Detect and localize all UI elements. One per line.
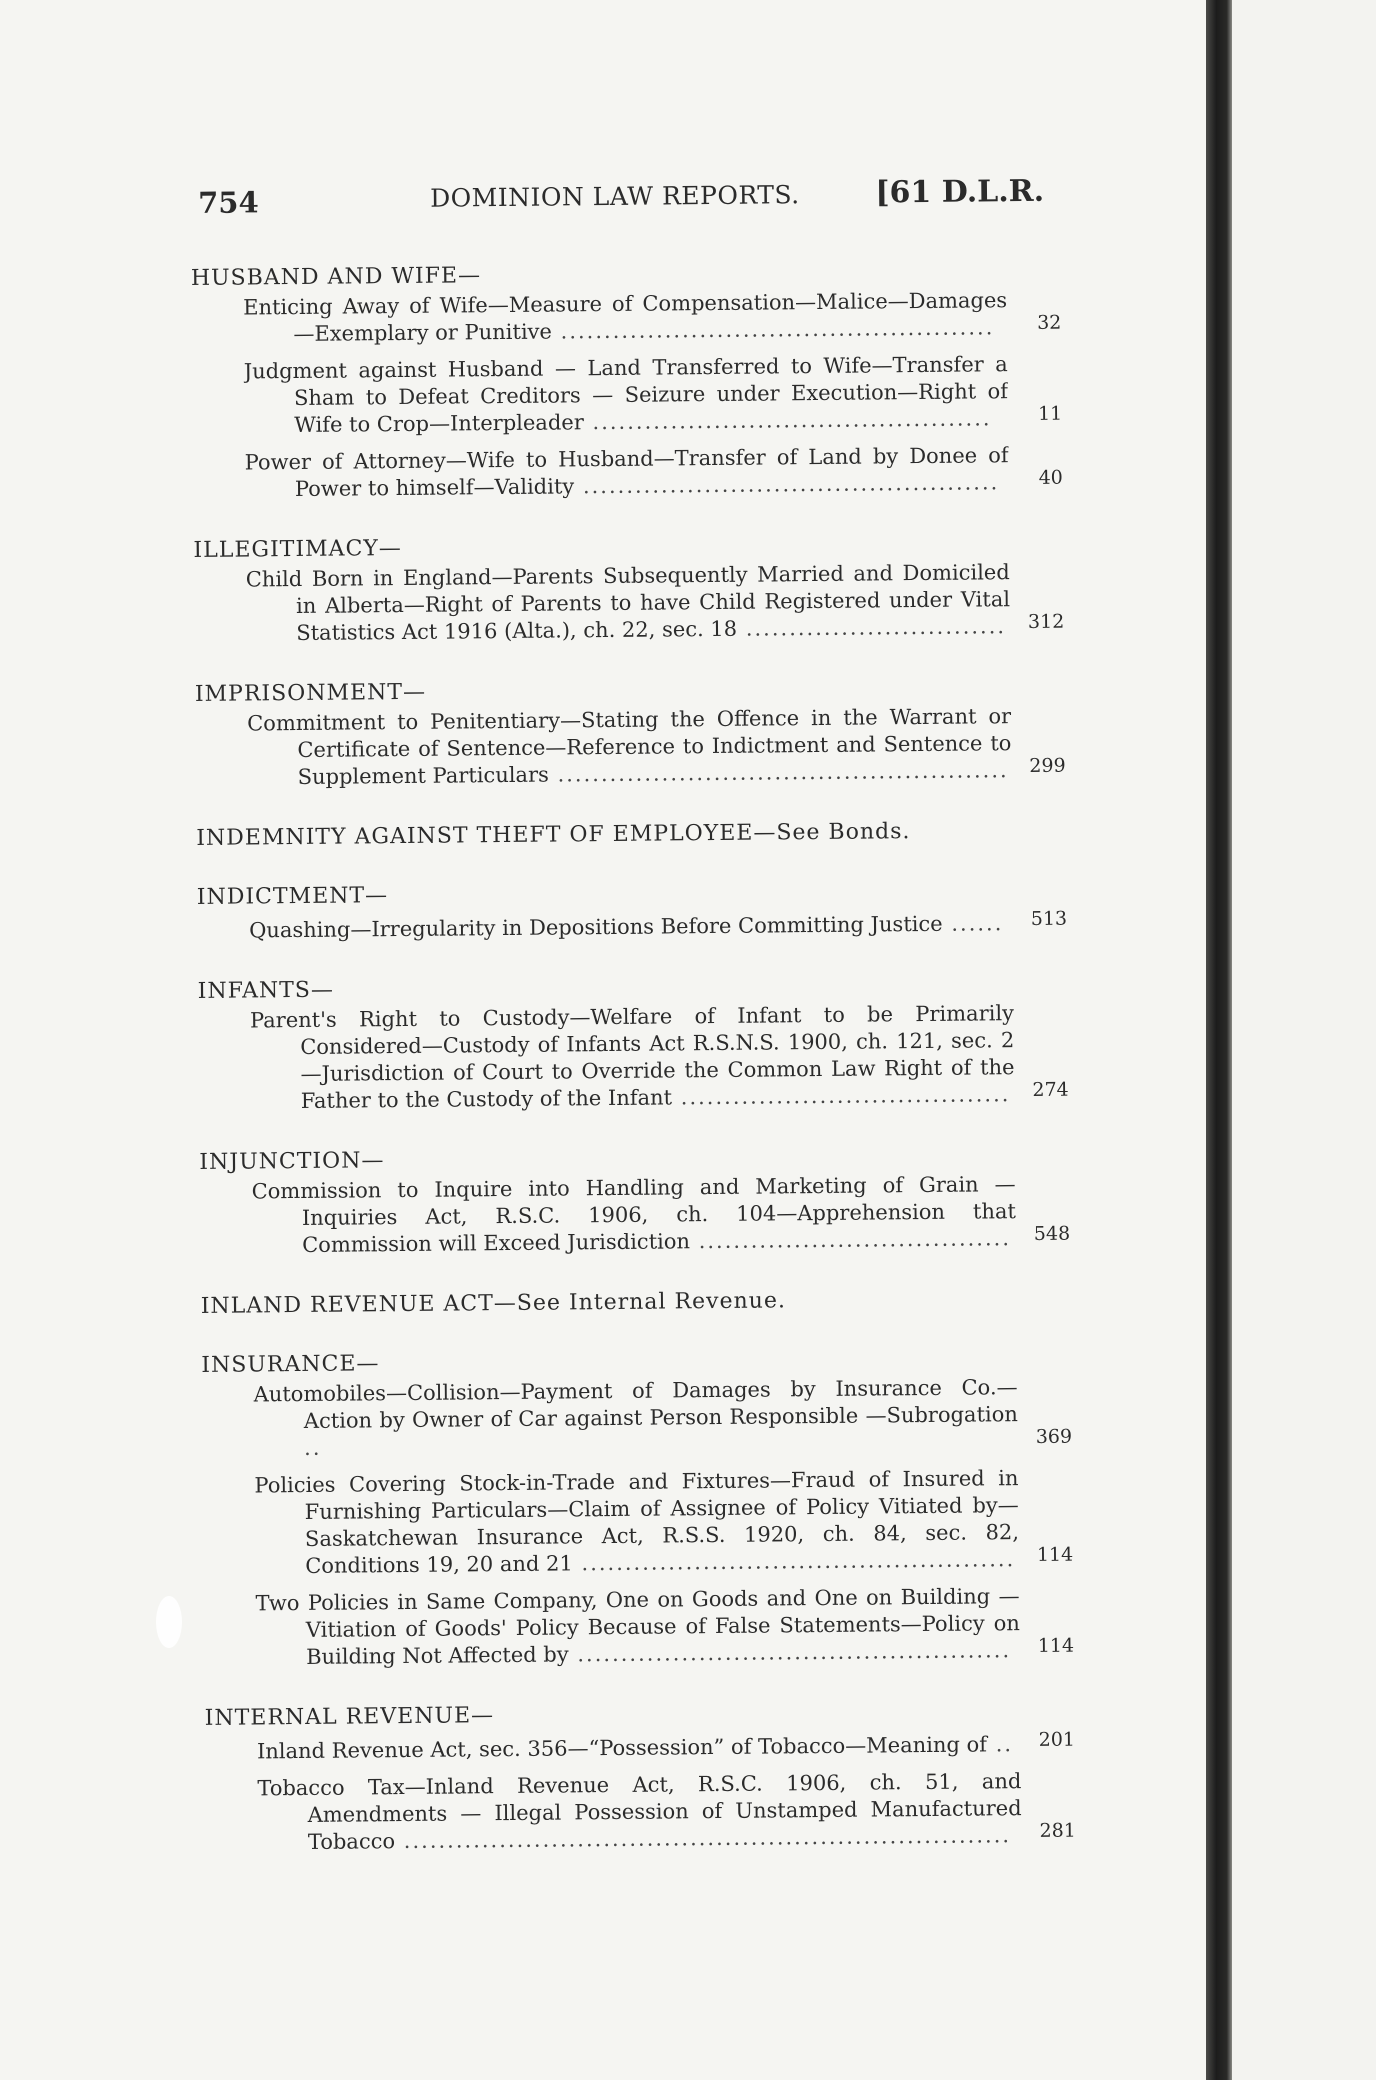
entry-text-block [249,910,1013,944]
index-entry [197,906,1067,945]
dot-leader: .. [304,1435,322,1460]
section-heading: INTERNAL REVENUE— [204,1703,495,1731]
entry-text: Commitment to Penitentiary—Stating the Offence in the Warrant or Certificate of Sentence—Reference to Indictment and Sentence to Supplement Particulars [247,704,1012,789]
entry-page-number: 548 [1033,1222,1071,1245]
dot-leader: .................................................. [568,1638,1012,1667]
entry-page-number: 312 [1027,610,1065,633]
entry-text-block [244,351,1009,439]
book-gutter [1206,0,1232,2080]
index-entry [193,442,1063,504]
entry-text: Automobiles—Collision—Payment of Damages by Insurance Co.—Action by Owner of Car against Person Responsible —Subrogation [253,1375,1018,1433]
entry-page-number: 201 [1038,1728,1076,1751]
entry-text-block [253,1374,1018,1462]
entry-page-number: 281 [1039,1819,1076,1842]
entry-text-block [255,1583,1020,1671]
entry-page-number: 369 [1035,1425,1073,1448]
entry-text-block [250,1000,1015,1115]
entry-text: Tobacco Tax—Inland Revenue Act, R.S.C. 1906, ch. 51, and Amendments — Illegal Possession of Unstamped Manufactured Tobacco [257,1769,1022,1854]
section-heading: HUSBAND AND WIFE— [190,263,482,291]
index-section [191,258,1063,504]
entry-text: Quashing—Irregularity in Depositions Before Committing Justice [249,911,943,943]
dot-leader: .................................... [689,1226,1012,1254]
entry-text-block [243,287,1007,348]
volume-reference: [61 D.L.R. [875,173,1045,211]
entry-text: Parent's Right to Custody—Welfare of Infant to be Primarily Considered—Custody of Infants Act R.S.N.S. 1900, ch. 121, sec. 2—Jurisdiction of Court to Override the Common Law Right of the Father to the Custody of the Infant [249,1001,1015,1113]
entry-text-block [254,1465,1019,1580]
entry-page-number: 114 [1037,1634,1075,1657]
entry-text-block [252,1171,1017,1259]
index-entry [194,559,1065,648]
section-heading: INJUNCTION— [199,1148,385,1175]
index-section [198,971,1069,1116]
index-entry [203,1583,1074,1672]
section-heading: INSURANCE— [201,1351,380,1378]
dot-leader: ................................................ [574,470,1000,499]
dot-leader: ...................................... [671,1082,1011,1110]
entry-text-block [245,442,1009,503]
dot-leader: .................................................. [551,315,995,344]
section-heading: ILLEGITIMACY— [193,535,402,563]
journal-title: DOMINION LAW REPORTS. [429,180,800,213]
entry-text-block [247,703,1012,791]
section-heading: INDICTMENT— [196,883,389,910]
entry-text-block [246,559,1011,647]
facing-page-edge [1232,0,1376,2080]
index-section [197,877,1068,945]
entry-text: Child Born in England—Parents Subsequently Married and Domiciled in Alberta—Right of Parents to have Child Registered under Vital Statistics Act 1916 (Alta.), ch. 22, sec. 18 [245,560,1011,645]
entry-page-number: 513 [1030,907,1068,930]
entry-page-number: 32 [1037,311,1062,334]
entry-page-number: 40 [1038,466,1063,489]
index-entry [191,287,1061,349]
entry-text: Commission to Inquire into Handling and Marketing of Grain —Inquiries Act, R.S.C. 1906, ch. 104—Apprehension that Commission will Exceed Jurisdiction [251,1172,1016,1257]
index-section [205,1698,1076,1857]
entry-page-number: 274 [1032,1078,1069,1101]
entry-text: Inland Revenue Act, sec. 356—“Possession” of Tobacco—Meaning of [256,1732,988,1764]
running-head [190,173,1060,230]
entry-text: Power of Attorney—Wife to Husband—Transfer of Land by Donee of Power to himself—Validity [244,443,1009,502]
dot-leader: .................................................... [548,758,1009,787]
entry-text-block [257,1768,1022,1856]
index-entry [192,351,1063,440]
index-section [199,1142,1070,1260]
entry-page-number: 114 [1036,1543,1074,1566]
entry-text: Judgment against Husband — Land Transferred to Wife—Transfer a Sham to Defeat Creditors — Seizure under Execution—Right of Wife to Crop—Interpleader [243,352,1009,438]
dot-leader: .............................................. [583,406,992,435]
dot-leader: .................................................. [572,1547,1016,1576]
entry-text: Policies Covering Stock-in-Trade and Fixtures—Fraud of Insured in Furnishing Particulars—Claim of Assignee of Policy Vitiated by—Saskatchewan Insurance Act, R.S.S. 1920, ch. 84, sec. 82, Conditions 19, 20 and 21 [254,1466,1020,1578]
entry-text-block [257,1731,1021,1765]
dot-leader: ...... [942,911,1004,936]
index-entry [200,1171,1071,1260]
index-section [195,674,1066,792]
cross-reference: INLAND REVENUE ACT—See Internal Revenue. [200,1288,787,1319]
entry-page-number: 11 [1037,402,1063,425]
index-entry [205,1727,1075,1766]
section-heading: IMPRISONMENT— [194,679,427,707]
cross-reference: INDEMNITY AGAINST THEFT OF EMPLOYEE—See Bonds. [196,819,911,851]
dot-leader: ...................................................................... [394,1823,1012,1854]
index-entry [201,1374,1072,1463]
index-section [193,530,1064,648]
index-entry [198,1000,1069,1116]
entry-text: Two Policies in Same Company, One on Goods and One on Building — Vitiation of Goods' Policy Because of False Statements—Policy on Building Not Affected by [255,1584,1020,1669]
section-heading: INFANTS— [197,977,335,1004]
index-entry [195,703,1066,792]
page-content [190,173,1076,1891]
index-section [201,1345,1074,1672]
dot-leader: .. [986,1732,1014,1757]
page-number: 754 [197,185,259,220]
index-entry [205,1768,1076,1857]
index-body [191,258,1076,1857]
dot-leader: .............................. [736,614,1007,641]
entry-page-number: 299 [1029,754,1066,777]
paper-smudge [156,1596,182,1648]
entry-text: Enticing Away of Wife—Measure of Compensation—Malice—Damages—Exemplary or Punitive [243,288,1008,347]
index-entry [202,1465,1073,1581]
